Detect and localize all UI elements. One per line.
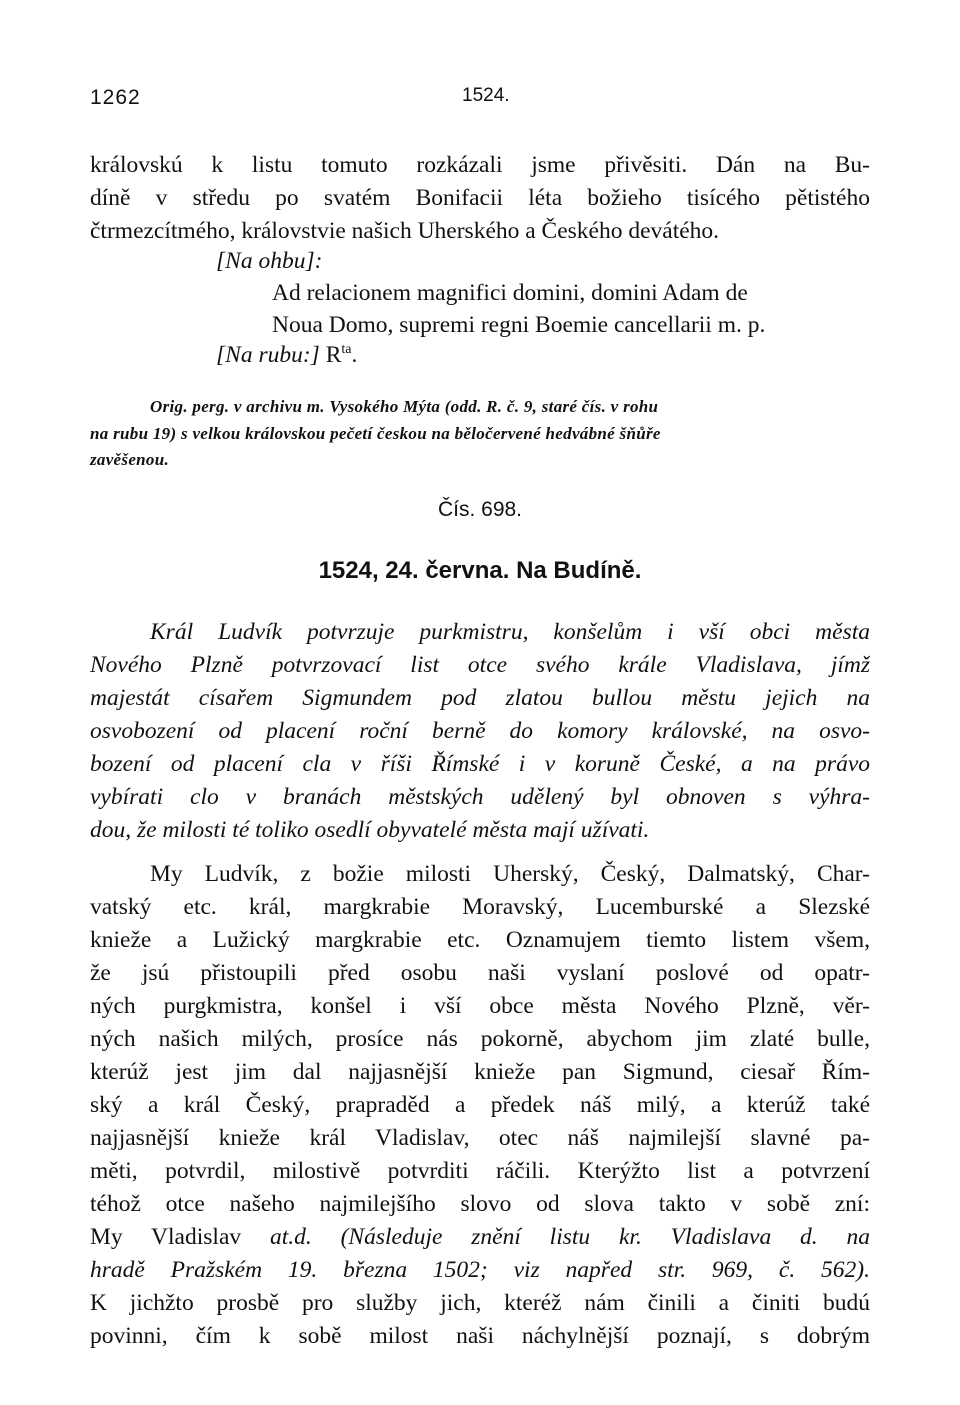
document-date-place: 1524, 24. června. Na Budíně.: [318, 557, 642, 584]
archive-note-2: na rubu 19) s velkou královskou pečetí českou na běločervené hedvábné šňůře: [90, 424, 661, 443]
summary-line-3: majestát císařem Sigmundem pod zlatou bullou městu jejich na: [90, 685, 870, 711]
summary-line-7: dou, že milosti té toliko osedlí obyvatelé města mají užívati.: [90, 817, 650, 843]
page-header: [90, 86, 870, 116]
ohbu-line-2: Noua Domo, supremi regni Boemie cancellarii m. p.: [272, 312, 766, 338]
prev-line-1: královskú k listu tomuto rozkázali jsme přivěsiti. Dán na Bu-: [90, 152, 870, 178]
body-line-10: měti, potvrdil, milostivě potvrditi ráčili. Kterýžto list a potvrzení: [90, 1158, 870, 1184]
body-line-9: najjasnější knieže král Vladislav, otec náš najmilejší slavné pa-: [90, 1125, 870, 1151]
prev-line-2: díně v středu po svatém Bonifacii léta božieho tisícého pětistého: [90, 185, 870, 211]
summary-line-6: vybírati clo v branách městských udělený byl obnoven s výhra-: [90, 784, 870, 810]
ohbu-line-1: Ad relacionem magnifici domini, domini Adam de: [272, 280, 748, 306]
body-line-7: kterúž jest jim dal najjasnější knieže pan Sigmund, ciesař Řím-: [90, 1059, 870, 1085]
body-line-final-2: povinni, čím k sobě milost naši náchylnější poznají, s dobrým: [90, 1323, 870, 1349]
summary-line-4: osvobození od placení roční berně do komory královské, na osvo-: [90, 718, 870, 744]
rubu-tail: .: [351, 342, 358, 368]
document-number: Čís. 698.: [437, 498, 523, 521]
body-line-4: že jsú přistoupili před osobu naši vyslaní poslové od opatr-: [90, 960, 870, 986]
page-number: 1262: [90, 86, 141, 109]
body-line-final-1: K jichžto prosbě pro služby jich, kteréž nám činili a činiti budú: [90, 1290, 870, 1316]
body-line-8: ský a král Český, prapraděd a předek náš milý, a kterúž také: [90, 1092, 870, 1118]
rubu-sup: ta: [341, 342, 352, 358]
body-line-vladislav: [90, 1226, 870, 1250]
body-line-1: My Ludvík, z božie milosti Uherský, Český, Dalmatský, Char-: [150, 861, 870, 887]
running-year: 1524.: [462, 85, 510, 106]
summary-line-1: Král Ludvík potvrzuje purkmistru, konšelům i vší obci města: [150, 619, 870, 645]
archive-note-1: Orig. perg. v archivu m. Vysokého Mýta (odd. R. č. 9, staré čís. v rohu: [150, 397, 659, 416]
rubu-label: [Na rubu:]: [216, 342, 320, 368]
body-line-11: téhož otce našeho najmilejšího slovo od slova takto v sobě zní:: [90, 1191, 870, 1217]
body-line-italic: hradě Pražském 19. března 1502; viz napřed str. 969, č. 562).: [90, 1257, 870, 1283]
summary-line-2: Nového Plzně potvrzovací list otce svého krále Vladislava, jímž: [90, 652, 870, 678]
ohbu-label: [Na ohbu]:: [216, 248, 323, 274]
body-line-5: ných purgkmistra, konšel i vší obce města Nového Plzně, věr-: [90, 993, 870, 1019]
body-line-3: knieže a Lužický margkrabie etc. Oznamujem tiemto listem všem,: [90, 927, 870, 953]
body-line-2: vatský etc. král, margkrabie Moravský, Lucemburské a Slezské: [90, 894, 870, 920]
summary-line-5: bození od placení cla v říši Římské i v koruně České, a na právo: [90, 751, 870, 777]
vlad-start: My Vladislav: [90, 1224, 270, 1250]
prev-line-3: čtrmezcítmého, královstvie našich Uherského a Českého devátého.: [90, 218, 720, 244]
vlad-atd: at.d.: [269, 1224, 312, 1250]
body-line-6: ných našich milých, prosíce nás pokorně, abychom jim zlaté bulle,: [90, 1026, 870, 1052]
rubu-line: [216, 344, 357, 368]
rubu-r: R: [325, 342, 342, 368]
vlad-rest: (Následuje znění listu kr. Vladislava d. na: [311, 1224, 870, 1250]
archive-note-3: zavěšenou.: [90, 450, 170, 469]
